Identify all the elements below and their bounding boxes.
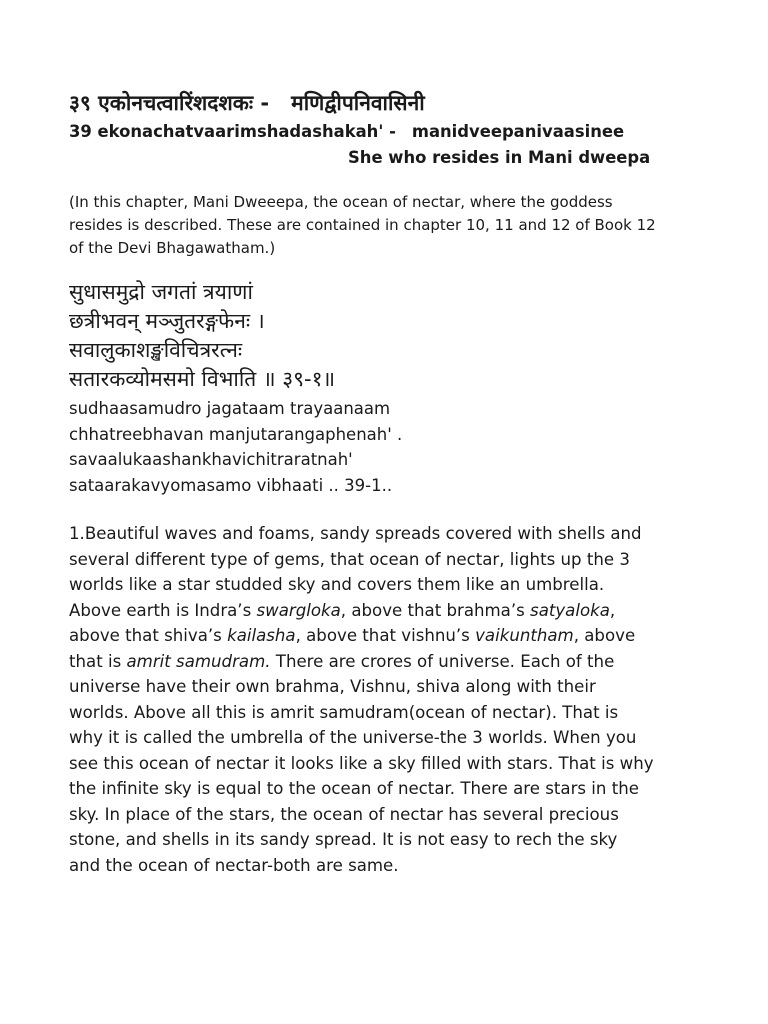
- sanskrit-verse-line: सतारकव्योमसमो विभाति ॥ ३९-१॥: [69, 367, 336, 391]
- english-title-name: manidveepanivaasinee: [411, 122, 625, 141]
- sanskrit-title-name: मणिद्वीपनिवासिनी: [291, 91, 425, 115]
- text-run: , above that brahma’s: [340, 600, 531, 620]
- sanskrit-verse-line: छत्रीभवन् मञ्जुतरङ्गफेनः ।: [69, 309, 265, 333]
- paragraph-line: 1.Beautiful waves and foams, sandy spreads covered with shells and: [69, 524, 642, 543]
- paragraph-line: why it is called the umbrella of the universe-the 3 worlds. When you: [69, 728, 637, 747]
- intro-line: resides is described. These are contained in chapter 10, 11 and 12 of Book 12: [69, 216, 656, 234]
- paragraph-line: see this ocean of nectar it looks like a sky filled with stars. That is why: [69, 753, 654, 773]
- intro-line: (In this chapter, Mani Dweeepa, the ocean of nectar, where the goddess: [69, 193, 613, 211]
- sanskrit-verse-line: सुधासमुद्रो जगतां त्रयाणां: [69, 280, 253, 304]
- transliteration-line: sudhaasamudro jagataam trayaanaam: [69, 399, 391, 418]
- transliterated-verse: [69, 396, 709, 498]
- sanskrit-title: [69, 88, 709, 118]
- paragraph-line: the infinite sky is equal to the ocean of nectar. There are stars in the: [69, 779, 639, 798]
- text-run: ,: [609, 600, 616, 620]
- document-page: [69, 88, 709, 878]
- italic-term: satyaloka: [530, 600, 610, 620]
- paragraph-line: several different type of gems, that ocean of nectar, lights up the 3: [69, 549, 630, 569]
- intro-note: [69, 191, 669, 260]
- chapter-subtitle: She who resides in Mani dweepa: [348, 148, 651, 167]
- sanskrit-verse-line: सवालुकाशङ्खविचित्ररत्नः: [69, 338, 243, 362]
- text-run: There are crores of universe. Each of the: [270, 651, 615, 671]
- sanskrit-title-number: ३९ एकोनचत्वारिंशदशकः -: [69, 91, 270, 115]
- italic-term: swargloka: [256, 600, 341, 620]
- italic-term: amrit samudram.: [126, 651, 271, 671]
- paragraph-line: worlds like a star studded sky and covers them like an umbrella.: [69, 575, 605, 594]
- paragraph-line: [69, 623, 709, 649]
- text-run: that is: [69, 651, 127, 671]
- paragraph-line: [69, 649, 709, 675]
- paragraph-line: stone, and shells in its sandy spread. It is not easy to rech the sky: [69, 830, 618, 849]
- text-run: Above earth is Indra’s: [69, 600, 257, 620]
- english-title-number: 39 ekonachatvaarimshadashakah' -: [69, 122, 396, 141]
- sanskrit-verse: [69, 278, 709, 394]
- paragraph-line: sky. In place of the stars, the ocean of nectar has several precious: [69, 804, 619, 824]
- intro-line: of the Devi Bhagawatham.): [69, 239, 276, 257]
- english-title: [69, 118, 709, 145]
- transliteration-line: savaalukaashankhavichitraratnah': [69, 450, 353, 469]
- transliteration-line: chhatreebhavan manjutarangaphenah' .: [69, 424, 403, 444]
- text-run: , above that vishnu’s: [295, 626, 476, 645]
- paragraph-line: [69, 598, 709, 624]
- text-run: , above: [573, 626, 636, 645]
- paragraph-line: universe have their own brahma, Vishnu, shiva along with their: [69, 677, 596, 696]
- italic-term: kailasha: [227, 626, 296, 645]
- text-run: above that shiva’s: [69, 626, 228, 645]
- transliteration-line: sataarakavyomasamo vibhaati .. 39-1..: [69, 475, 393, 495]
- paragraph-line: and the ocean of nectar-both are same.: [69, 855, 399, 875]
- paragraph-line: worlds. Above all this is amrit samudram(ocean of nectar). That is: [69, 702, 619, 722]
- italic-term: vaikuntham: [475, 626, 574, 645]
- verse-explanation: [69, 521, 709, 878]
